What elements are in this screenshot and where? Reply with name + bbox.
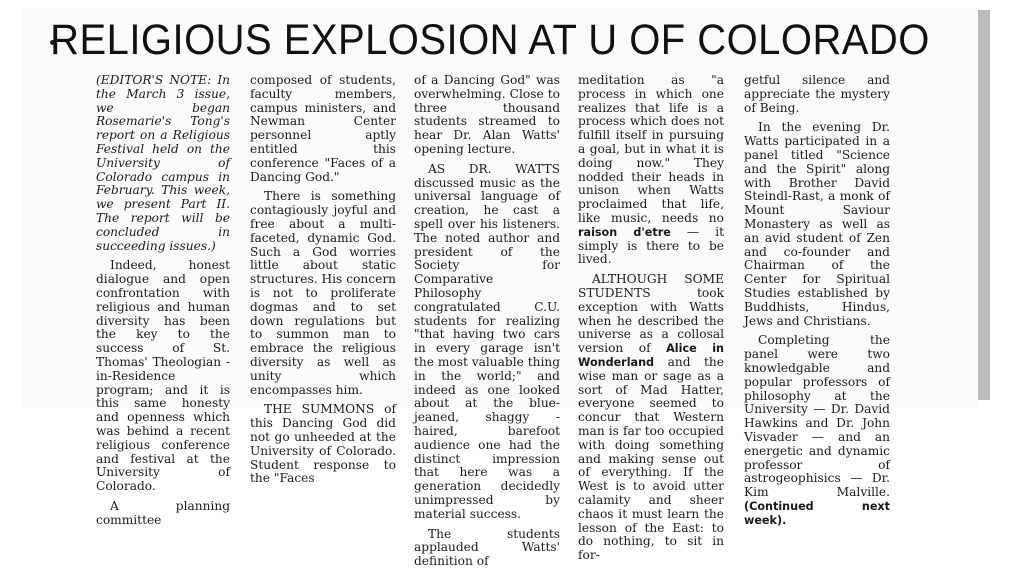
page-edge-shadow bbox=[978, 10, 990, 400]
paragraph: getful silence and appreciate the mystery of Being. bbox=[744, 73, 890, 115]
paragraph: A planning committee bbox=[96, 498, 230, 527]
paragraph bbox=[578, 74, 724, 267]
text-run: Completing the panel were two knowledgable and popular professors of philosophy at the University — Dr. David Hawkins and Dr. John Visvader — and an energetic and dynamic professor of astrogeophisics — Dr. Kim Malville. bbox=[744, 333, 890, 500]
headline: RELIGIOUS EXPLOSION AT U OF COLORADO bbox=[50, 16, 930, 64]
article-column-4 bbox=[578, 74, 724, 569]
text-run: ALTHOUGH SOME STUDENTS took exception with Watts when he described the universe as a collosal version of bbox=[578, 272, 724, 356]
continued-note: (Continued next week). bbox=[744, 499, 890, 527]
bold-term: raison d'etre bbox=[578, 225, 671, 239]
article-column-1 bbox=[96, 74, 230, 534]
paragraph: The students applauded Watts' definition of bbox=[414, 526, 560, 569]
paragraph bbox=[578, 273, 724, 563]
text-run: — it simply is there to be lived. bbox=[578, 224, 725, 267]
paragraph: In the evening Dr. Watts participated in a panel titled "Science and the Spirit" along with Brother David Steindl-Rast, a monk of Mount Saviour Monastery as well as an avid student of Zen and co-founder and Chairman of the Center for Spiritual Studies established by Buddhists, Hindus, Jews and Christians. bbox=[744, 120, 890, 328]
paragraph bbox=[744, 334, 890, 527]
scan-margin bbox=[990, 0, 1024, 417]
paragraph: composed of students, faculty members, campus ministers, and Newman Center personnel aptly entitled this conference "Faces of a Dancing God." bbox=[250, 73, 396, 184]
paragraph: of a Dancing God" was overwhelming. Close to three thousand students streamed to hear Dr. Alan Watts' opening lecture. bbox=[414, 73, 560, 156]
paragraph: AS DR. WATTS discussed music as the universal language of creation, he cast a spell over his listeners. The noted author and president of the Society for Comparative Philosophy congratulated C.U. students for realizing "that having two cars in every garage isn't the most valuable thing in the world;" and indeed as one looked about at the blue-jeaned, shaggy - haired, barefoot audience one had the distinct impression that here was a generation decidedly unimpressed by material success. bbox=[414, 161, 561, 521]
article-column-3 bbox=[414, 74, 560, 575]
paragraph: THE SUMMONS of this Dancing God did not go unheeded at the University of Colorado. Student response to the "Faces bbox=[250, 402, 396, 486]
paragraph: Indeed, honest dialogue and open confrontation with religious and human diversity has been the key to the success of St. Thomas' Theologian - in-Residence program; and it is this same honesty and openness which was behind a recent religious conference and festival at the University of Colorado. bbox=[96, 258, 230, 494]
paragraph: There is something contagiously joyful and free about a multi-faceted, dynamic God. Such a God worries little about static structures. His concern is not to proliferate dogmas and to set down regulations but to summon man to embrace the religious diversity as well as unity which encompasses him. bbox=[250, 189, 396, 397]
bold-title: Alice in Wonderland bbox=[578, 342, 724, 369]
editors-note: (EDITOR'S NOTE: In the March 3 issue, we began Rosemarie's Tong's report on a Religious Festival held on the University of Colorado campus in February. This week, we present Part II. The report will be concluded in succeeding issues.) bbox=[96, 73, 230, 253]
text-run: meditation as "a process in which one realizes that life is a process which does not fulfill itself in pursuing a goal, but in what it is doing now." They nodded their heads in unison when Watts proclaimed that life, like music, needs no bbox=[578, 73, 724, 225]
article-column-5 bbox=[744, 74, 890, 534]
article-column-2 bbox=[250, 74, 396, 492]
text-run: and the wise man or sage as a sort of Mad Hatter, everyone seemed to concur that Western man is far too occupied with doing something and making sense out of everything. If the West is to avoid utter calamity and sheer chaos it must learn the lesson of the East: to do nothing, to sit in for- bbox=[578, 354, 724, 563]
